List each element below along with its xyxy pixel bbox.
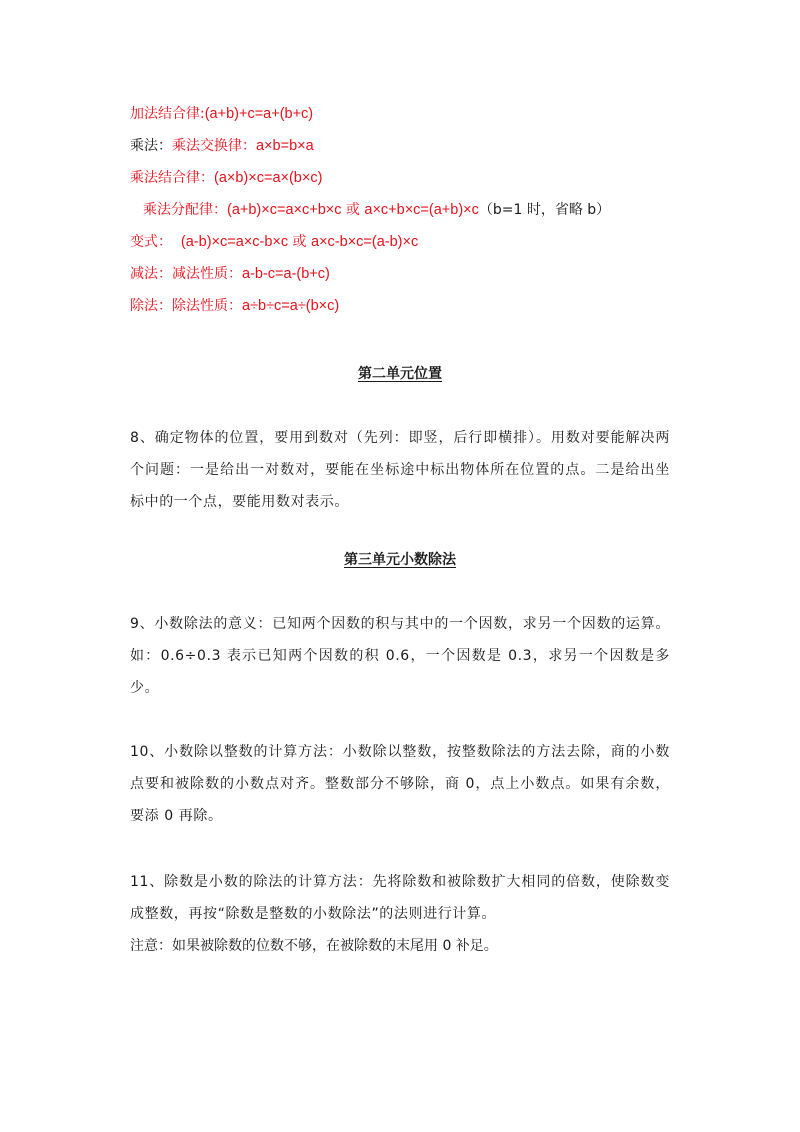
mul-prefix: 乘法： — [130, 138, 172, 154]
div-formula: a÷b÷c=a÷(b×c) — [242, 298, 340, 314]
note-line: 注意：如果被除数的位数不够，在被除数的末尾用 0 补足。 — [130, 938, 498, 954]
subtraction-line — [130, 264, 330, 284]
mul-comm-formula: a×b=b×a — [256, 138, 314, 154]
mul-dist-label: 乘法分配律： — [143, 202, 227, 218]
sub-formula: a-b-c=a-(b+c) — [242, 266, 330, 282]
sub-prefix: 减法： — [130, 266, 172, 282]
div-label: 除法性质： — [172, 298, 242, 314]
mul-dist-note: （b=1 时，省略 b） — [478, 202, 611, 218]
multiplication-associative-line — [130, 168, 322, 188]
add-assoc-formula: (a+b)+c=a+(b+c) — [204, 106, 314, 122]
mul-dist-formula-2: a×c+b×c=(a+b)×c — [364, 202, 479, 218]
paragraph-11: 11、除数是小数的除法的计算方法：先将除数和被除数扩大相同的倍数，使除数变成整数，再按“除数是整数的小数除法”的法则进行计算。 — [130, 874, 670, 922]
sub-label: 减法性质： — [172, 266, 242, 282]
mul-assoc-label: 乘法结合律： — [130, 170, 214, 186]
mul-dist-or: 或 — [341, 202, 365, 218]
paragraph-9: 9、小数除法的意义：已知两个因数的积与其中的一个因数，求另一个因数的运算。如：0.6÷0.3 表示已知两个因数的积 0.6，一个因数是 0.3，求另一个因数是多少。 — [130, 616, 670, 696]
unit2-heading: 第二单元位置 — [358, 366, 442, 382]
multiplication-distributive-line — [143, 200, 610, 220]
addition-associative-line — [130, 104, 313, 124]
unit3-heading: 第三单元小数除法 — [344, 552, 456, 568]
mul-comm-label: 乘法交换律： — [172, 138, 256, 154]
variant-or: 或 — [288, 234, 312, 250]
mul-dist-formula-1: (a+b)×c=a×c+b×c — [227, 202, 342, 218]
mul-assoc-formula: (a×b)×c=a×(b×c) — [214, 170, 323, 186]
paragraph-8: 8、确定物体的位置，要用到数对（先列：即竖，后行即横排）。用数对要能解决两个问题：一是给出一对数对，要能在坐标途中标出物体所在位置的点。二是给出坐标中的一个点，要能用数对表示。 — [130, 430, 670, 510]
division-line — [130, 296, 339, 316]
variant-formula-2: a×c-b×c=(a-b)×c — [311, 234, 419, 250]
div-prefix: 除法： — [130, 298, 172, 314]
variant-line — [130, 232, 418, 252]
multiplication-commutative-line — [130, 136, 314, 156]
add-assoc-label: 加法结合律: — [130, 106, 205, 122]
variant-formula-1: (a-b)×c=a×c-b×c — [180, 234, 289, 250]
variant-label: 变式： — [130, 234, 172, 250]
paragraph-10: 10、小数除以整数的计算方法：小数除以整数，按整数除法的方法去除，商的小数点要和被除数的小数点对齐。整数部分不够除，商 0，点上小数点。如果有余数，要添 0 再除。 — [130, 744, 670, 824]
